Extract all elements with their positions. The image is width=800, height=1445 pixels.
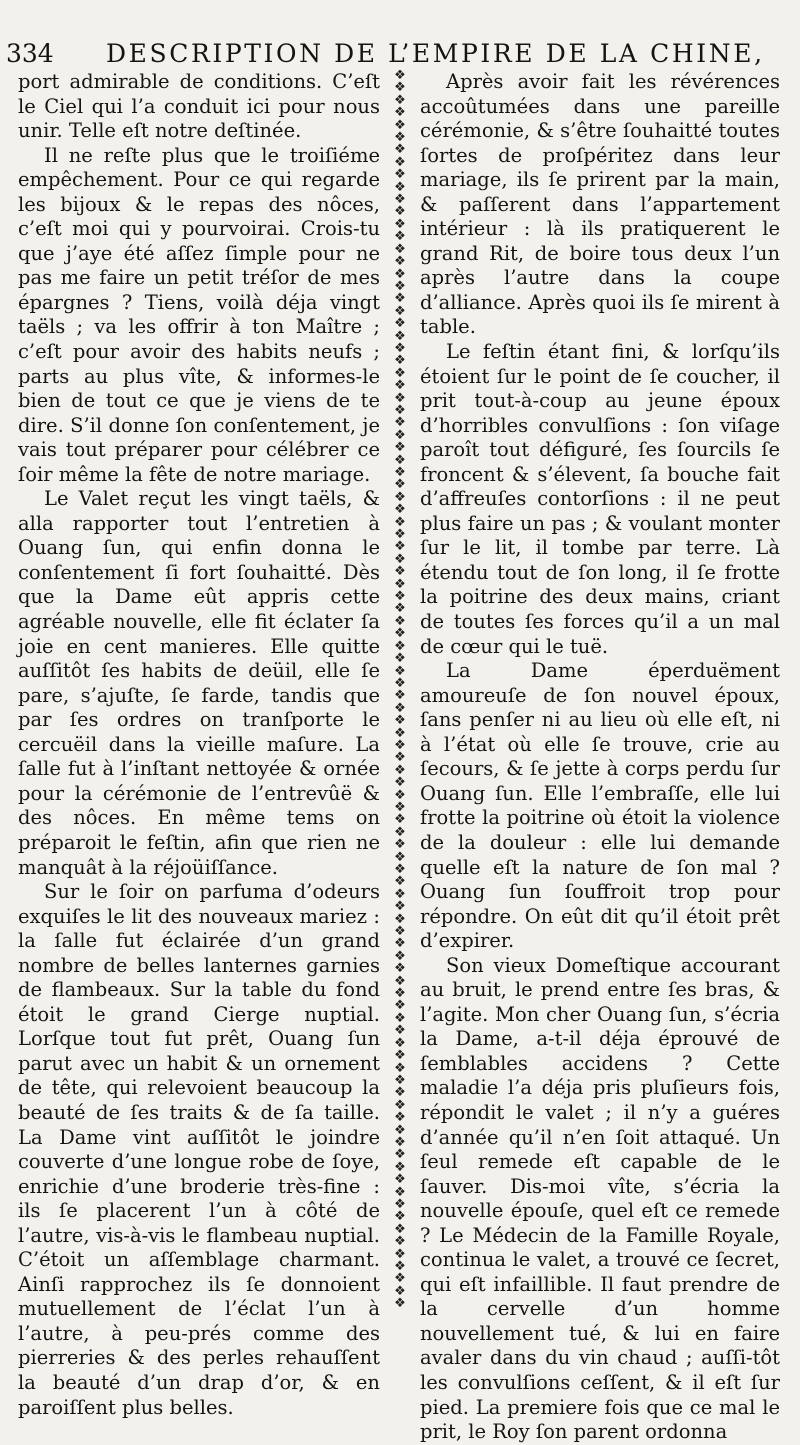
running-header — [6, 36, 796, 72]
page-number: 334 — [6, 39, 54, 68]
running-title: DESCRIPTION DE L’EMPIRE DE LA CHINE, — [106, 39, 765, 68]
left-column — [18, 70, 380, 1419]
paragraph: La Dame éperduëment amoureuſe de ſon nouvel époux, ſans penſer ni au lieu où elle eſt, ni à l’état où elle ſe trouve, crie au ſecours, & ſe jette à corps perdu ſur Ouang ſun. Elle l’embraſſe, elle lui frotte la poitrine où étoit la violence de la douleur : elle lui demande quelle eſt la nature de ſon mal ? Ouang ſun ſouffroit trop pour répondre. On eût dit qu’il étoit prêt d’expirer. — [420, 659, 780, 953]
paragraph: Après avoir fait les révérences accoûtumées dans une pareille cérémonie, & s’être ſouhaitté toutes ſortes de proſpéritez dans leur mariage, ils ſe prirent par la main, & paſſerent dans l’appartement intérieur : là ils pratiquerent le grand Rit, de boire tous deux l’un après l’autre dans la coupe d’alliance. Après quoi ils ſe mirent à table. — [420, 70, 780, 339]
right-column — [420, 70, 780, 1444]
paragraph: Sur le ſoir on parfuma d’odeurs exquiſes le lit des nouveaux mariez : la ſalle fut éclairée d’un grand nombre de belles lanternes garnies de flambeaux. Sur la table du fond étoit le grand Cierge nuptial. Lorſque tout fut prêt, Ouang ſun parut avec un habit & un ornement de tête, qui relevoient beaucoup la beauté de ſes traits & de ſa taille. La Dame vint auſſitôt le joindre couverte d’une longue robe de ſoye, enrichie d’une broderie très-fine : ils ſe placerent l’un à côté de l’autre, vis-à-vis le flambeau nuptial. C’étoit un aſſemblage charmant. Ainſi rapprochez ils ſe donnoient mutuellement de l’éclat l’un à l’autre, à peu-prés comme des pierreries & des perles rehauſſent la beauté d’un drap d’or, & en paroiſſent plus belles. — [18, 880, 380, 1419]
paragraph: Il ne reſte plus que le troiſiéme empêchement. Pour ce qui regarde les bijoux & le repas des nôces, c’eſt moi qui y pourvoirai. Crois-tu que j’aye été aſſez ſimple pour ne pas me faire un petit tréſor de mes épargnes ? Tiens, voilà déja vingt taëls ; va les offrir à ton Maître ; c’eſt pour avoir des habits neufs ; parts au plus vîte, & informes-le bien de tout ce que je viens de te dire. S’il donne ſon conſentement, je vais tout préparer pour célébrer ce ſoir même la fête de notre mariage. — [18, 143, 380, 486]
paragraph: Le Valet reçut les vingt taëls, & alla rapporter tout l’entretien à Ouang ſun, qui enfin donna le conſentement ſi fort ſouhaitté. Dès que la Dame eût appris cette agréable nouvelle, elle fit éclater ſa joie en cent manieres. Elle quitte auſſitôt ſes habits de deüil, elle ſe pare, s’ajuſte, ſe farde, tandis que par ſes ordres on tranſporte le cercuëil dans la vieille maſure. La ſalle fut à l’inſtant nettoyée & ornée pour la cérémonie de l’entrevûë & des nôces. En même tems on préparoit le feſtin, afin que rien ne manquât à la réjoüiſſance. — [18, 487, 380, 879]
paragraph: Son vieux Domeſtique accourant au bruit, le prend entre ſes bras, & l’agite. Mon cher Ouang ſun, s’écria la Dame, a-t-il déja éprouvé de ſemblables accidens ? Cette maladie l’a déja pris pluſieurs fois, répondit le valet ; il n’y a guéres d’année qu’il n’en ſoit attaqué. Un ſeul remede eſt capable de le ſauver. Dis-moi vîte, s’écria la nouvelle épouſe, quel eſt ce remede ? Le Médecin de la Famille Royale, continua le valet, a trouvé ce ſecret, qui eſt infaillible. Il faut prendre de la cervelle d’un homme nouvellement tué, & lui en faire avaler dans du vin chaud ; auſſi-tôt les convulſions ceſſent, & il eſt ſur pied. La premiere fois que ce mal le prit, le Roy ſon parent ordonna — [420, 953, 780, 1444]
paragraph: port admirable de conditions. C’eſt le Ciel qui l’a conduit ici pour nous unir. Telle eſt notre deſtinée. — [18, 70, 380, 143]
paragraph: Le feſtin étant fini, & lorſqu’ils étoient ſur le point de ſe coucher, il prit tout-à-coup au jeune époux d’horribles convulſions : ſon viſage paroît tout défiguré, ſes ſourcils ſe froncent & s’élevent, ſa bouche fait d’affreuſes contorſions : il ne peut plus faire un pas ; & voulant monter ſur le lit, il tombe par terre. Là étendu tout de ſon long, il ſe frotte la poitrine des deux mains, criant de toutes ſes forces qu’il a un mal de cœur qui le tuë. — [420, 340, 780, 658]
column-divider-ornament: ❖❖❖❖❖❖❖❖❖❖❖❖❖❖❖❖❖❖❖❖❖❖❖❖❖❖❖❖❖❖❖❖❖❖❖❖❖❖❖❖❖❖❖❖❖❖❖❖❖❖❖❖❖❖❖❖❖❖❖❖❖❖❖❖❖❖❖❖❖❖❖❖❖❖❖❖❖❖❖❖❖❖❖❖❖❖❖❖❖❖❖❖❖❖❖❖❖❖❖❖ — [394, 70, 406, 1312]
